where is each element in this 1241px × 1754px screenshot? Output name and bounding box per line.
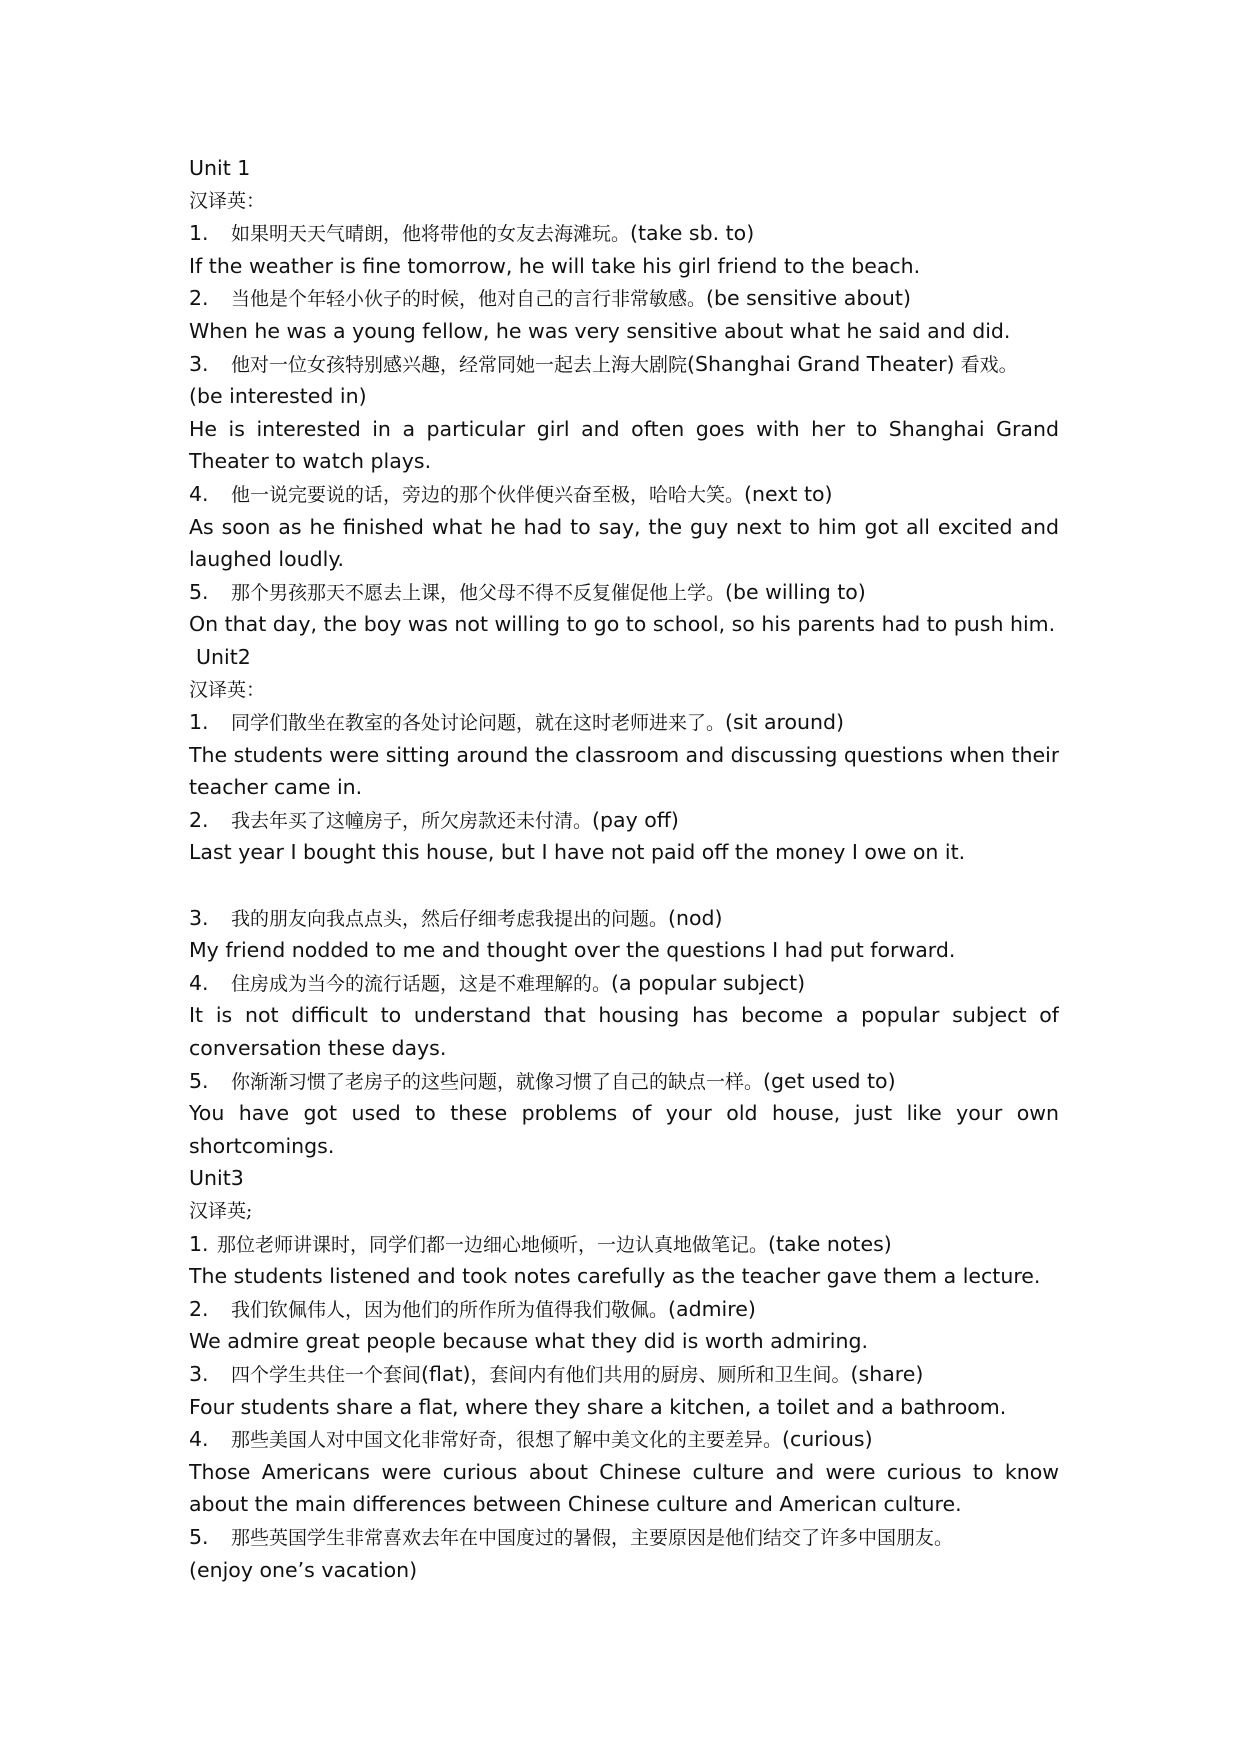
- key-phrase: (take sb. to): [630, 221, 755, 246]
- key-phrase: (share): [850, 1361, 924, 1386]
- answer-line: We admire great people because what they did is worth admiring.: [189, 1329, 868, 1354]
- question-item: [189, 1521, 1059, 1554]
- question-item: [189, 1358, 1059, 1391]
- answer-line: Four students share a flat, where they share a kitchen, a toilet and a bathroom.: [189, 1394, 1007, 1419]
- question-item: [189, 1065, 1059, 1098]
- chinese-sentence-tail: 看戏。: [954, 353, 1018, 376]
- answer-line: He is interested in a particular girl and often goes with her to Shanghai Grand: [189, 416, 1059, 441]
- question-item: [189, 217, 1059, 250]
- answer-line: about the main differences between Chinese culture and American culture.: [189, 1492, 962, 1517]
- item-number: 4.: [189, 970, 209, 995]
- answer-line: The students were sitting around the classroom and discussing questions when their: [189, 742, 1059, 767]
- item-number: 2.: [189, 807, 209, 832]
- chinese-sentence: 住房成为当今的流行话题，这是不难理解的。: [231, 972, 612, 995]
- answer-line: My friend nodded to me and thought over the questions I had put forward.: [189, 938, 956, 963]
- answer-line: Theater to watch plays.: [189, 449, 432, 474]
- item-number: 4.: [189, 1427, 209, 1452]
- item-number: 5.: [189, 1524, 209, 1549]
- question-item: [189, 348, 1059, 381]
- item-number: 3.: [189, 1361, 209, 1386]
- key-phrase: (get used to): [763, 1068, 896, 1093]
- answer-line: On that day, the boy was not willing to go to school, so his parents had to push him.: [189, 612, 1056, 637]
- key-phrase: (sit around): [725, 710, 845, 735]
- key-phrase: (a popular subject): [611, 970, 806, 995]
- question-item: [189, 1228, 1059, 1261]
- answer-line: Last year I bought this house, but I have not paid off the money I owe on it.: [189, 840, 966, 865]
- unit-title: Unit3: [189, 1166, 244, 1191]
- chinese-sentence: 那些英国学生非常喜欢去年在中国度过的暑假，主要原因是他们结交了许多中国朋友。: [231, 1526, 954, 1549]
- chinese-sentence: 那位老师讲课时，同学们都一边细心地倾听，一边认真地做笔记。: [217, 1233, 769, 1256]
- answer-line: teacher came in.: [189, 775, 363, 800]
- chinese-sentence: 你渐渐习惯了老房子的这些问题，就像习惯了自己的缺点一样。: [231, 1070, 764, 1093]
- question-key-line: [189, 1554, 1059, 1587]
- answer-line: shortcomings.: [189, 1133, 335, 1158]
- chinese-sentence: 我的朋友向我点点头，然后仔细考虑我提出的问题。: [231, 907, 669, 930]
- chinese-sentence: 我去年买了这幢房子，所欠房款还未付清。: [231, 809, 593, 832]
- question-item: [189, 1423, 1059, 1456]
- item-number: 1.: [189, 710, 209, 735]
- section-label: 汉译英;: [189, 1200, 253, 1222]
- item-number: 5.: [189, 1068, 209, 1093]
- answer-line: As soon as he finished what he had to say, the guy next to him got all excited and: [189, 514, 1059, 539]
- chinese-sentence: 四个学生共住一个套间: [231, 1363, 422, 1386]
- key-phrase: (be interested in): [189, 384, 367, 409]
- chinese-sentence: 他对一位女孩特别感兴趣，经常同她一起去上海大剧院: [231, 353, 688, 376]
- chinese-sentence: 如果明天天气晴朗，他将带他的女友去海滩玩。: [231, 223, 631, 246]
- inline-english: (Shanghai Grand Theater): [687, 351, 955, 376]
- key-phrase: (take notes): [768, 1231, 892, 1256]
- key-phrase: (be sensitive about): [706, 286, 911, 311]
- question-key-line: [189, 380, 1059, 413]
- answer-line: It is not difficult to understand that housing has become a popular subject of: [189, 1003, 1059, 1028]
- item-number: 2.: [189, 1296, 209, 1321]
- item-number: 5.: [189, 579, 209, 604]
- key-phrase: (nod): [668, 905, 723, 930]
- item-number: 4.: [189, 481, 209, 506]
- answer-line: conversation these days.: [189, 1036, 447, 1061]
- question-item: [189, 478, 1059, 511]
- chinese-sentence: 他一说完要说的话，旁边的那个伙伴便兴奋至极，哈哈大笑。: [231, 483, 745, 506]
- question-item: [189, 706, 1059, 739]
- key-phrase: (next to): [744, 481, 833, 506]
- section-label: 汉译英：: [189, 189, 266, 212]
- key-phrase: (be willing to): [725, 579, 866, 604]
- key-phrase: (enjoy one’s vacation): [189, 1557, 418, 1582]
- question-item: [189, 804, 1059, 837]
- question-item: [189, 1293, 1059, 1326]
- question-item: [189, 967, 1059, 1000]
- chinese-sentence: 我们钦佩伟人，因为他们的所作所为值得我们敬佩。: [231, 1298, 669, 1321]
- section-label: 汉译英：: [189, 678, 266, 701]
- key-phrase: (pay off): [592, 807, 679, 832]
- answer-line: You have got used to these problems of your old house, just like your own: [189, 1101, 1059, 1126]
- question-item: [189, 902, 1059, 935]
- item-number: 1.: [189, 1231, 209, 1256]
- item-number: 3.: [189, 905, 209, 930]
- chinese-sentence: 当他是个年轻小伙子的时候，他对自己的言行非常敏感。: [231, 288, 707, 311]
- answer-line: Those Americans were curious about Chinese culture and were curious to know: [189, 1459, 1059, 1484]
- inline-english: (flat): [421, 1361, 471, 1386]
- answer-line: The students listened and took notes carefully as the teacher gave them a lecture.: [189, 1264, 1041, 1289]
- question-item: [189, 282, 1059, 315]
- key-phrase: (curious): [782, 1427, 873, 1452]
- unit-title: Unit 1: [189, 156, 251, 180]
- answer-line: When he was a young fellow, he was very sensitive about what he said and did.: [189, 318, 1011, 343]
- blank-line: [189, 869, 1059, 902]
- item-number: 1.: [189, 221, 209, 246]
- document-page: [189, 152, 1059, 1586]
- chinese-sentence: 那个男孩那天不愿去上课，他父母不得不反复催促他上学。: [231, 581, 726, 604]
- chinese-sentence-tail: ，套间内有他们共用的厨房、厕所和卫生间。: [470, 1363, 851, 1386]
- chinese-sentence: 那些美国人对中国文化非常好奇，很想了解中美文化的主要差异。: [231, 1429, 783, 1452]
- answer-line: If the weather is fine tomorrow, he will take his girl friend to the beach.: [189, 253, 921, 278]
- item-number: 3.: [189, 351, 209, 376]
- unit-title: Unit2: [196, 644, 251, 669]
- chinese-sentence: 同学们散坐在教室的各处讨论问题，就在这时老师进来了。: [231, 712, 726, 735]
- question-item: [189, 576, 1059, 609]
- key-phrase: (admire): [668, 1296, 756, 1321]
- answer-line: laughed loudly.: [189, 547, 345, 572]
- item-number: 2.: [189, 286, 209, 311]
